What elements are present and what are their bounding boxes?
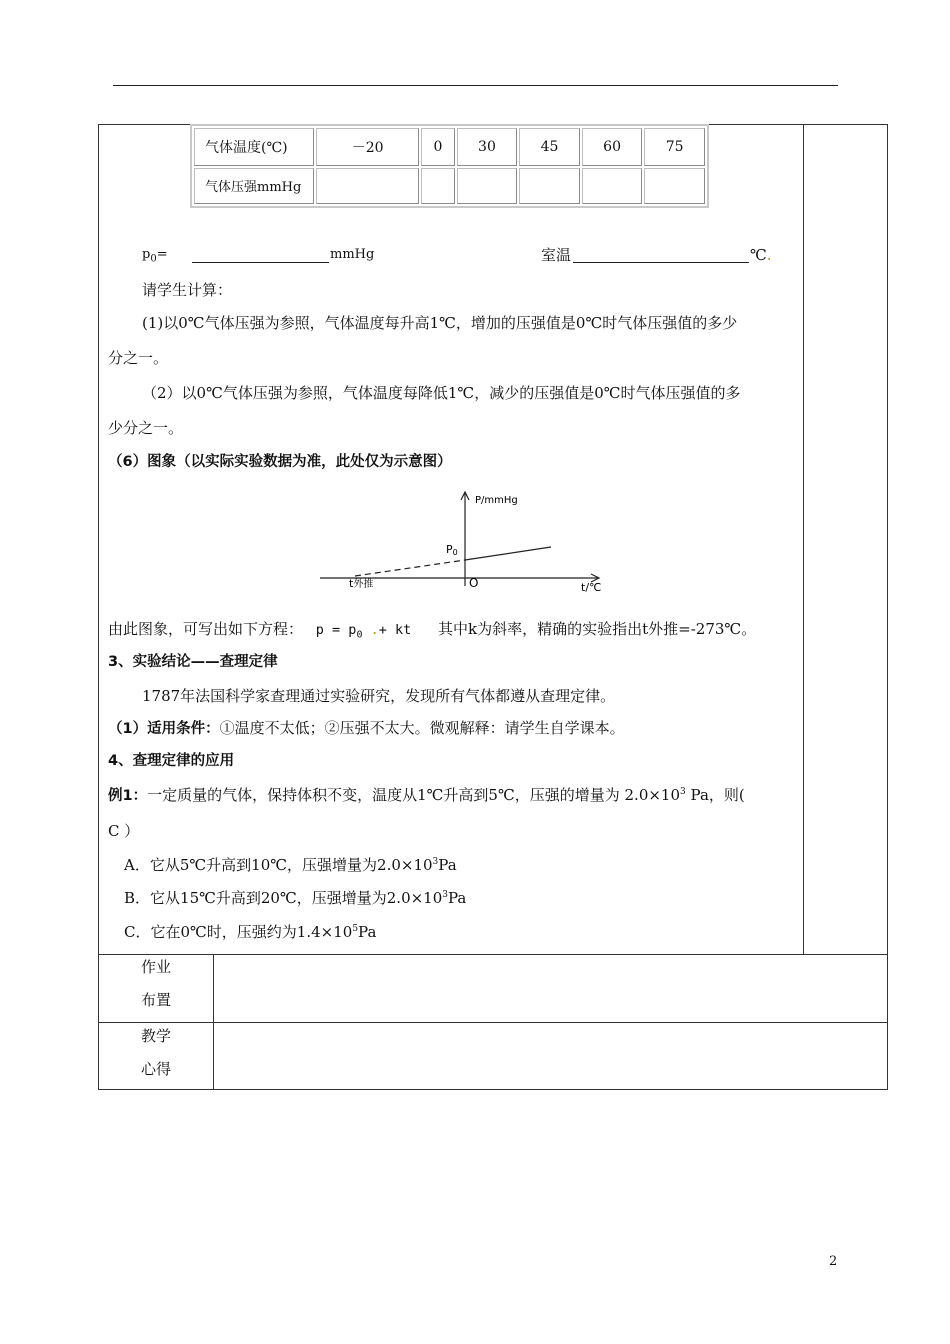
pressure-cell[interactable] — [421, 168, 454, 204]
graph-heading: （6）图象（以实际实验数据为准，此处仅为示意图） — [108, 454, 452, 470]
pressure-cell[interactable] — [519, 168, 580, 204]
homework-label-2: 布置 — [141, 991, 172, 1009]
lesson-table — [98, 124, 888, 1090]
temp-cell: 45 — [519, 128, 580, 166]
reflection-label-2: 心得 — [141, 1060, 172, 1078]
data-line — [465, 547, 551, 560]
option-a: A．它从5℃升高到10℃，压强增量为$2.0\times 10^3Pa$ — [124, 856, 457, 874]
temperature-label: 气体温度(℃) — [194, 128, 314, 166]
reflection-label-1: 教学 — [141, 1027, 172, 1045]
y-axis-label: P/mmHg — [475, 495, 518, 506]
example-label: 例1： — [108, 788, 148, 804]
pressure-label: 气体压强mmHg — [194, 168, 314, 204]
conditions-text: ①温度不太低；②压强不太大。微观解释：请学生自学课本。 — [219, 719, 625, 737]
pressure-cell[interactable] — [316, 168, 419, 204]
table-row-pressure — [194, 168, 705, 204]
header-rule — [113, 85, 838, 86]
option-c: C．它在0℃时，压强约为$1.4\times 10^5Pa$ — [124, 923, 377, 941]
section-3-heading: 3、实验结论——查理定律 — [108, 654, 278, 670]
pressure-cell[interactable] — [582, 168, 643, 204]
charles-law-text: 1787年法国科学家查理通过实验研究，发现所有气体都遵从查理定律。 — [142, 687, 616, 705]
origin-label: O — [469, 576, 479, 590]
calc-intro: 请学生计算： — [142, 281, 233, 299]
p0-unit: mmHg — [330, 247, 375, 262]
homework-content[interactable] — [214, 955, 887, 1021]
pressure-temperature-graph — [315, 488, 615, 600]
pressure-cell[interactable] — [644, 168, 705, 204]
extrapolated-line — [355, 560, 465, 576]
temperature-pressure-table — [190, 124, 709, 208]
room-temp-label: 室温 — [541, 246, 572, 264]
conditions-line — [108, 718, 625, 739]
equation-formula: $p = p_0$ .+ kt — [315, 622, 412, 641]
p0-axis-label: P0 — [446, 543, 458, 557]
temp-cell: 30 — [457, 128, 518, 166]
conditions-label: （1）适用条件： — [108, 721, 220, 737]
table-row-temperature — [194, 128, 705, 166]
question-2-line-2: 少分之一。 — [108, 419, 184, 437]
reflection-content[interactable] — [214, 1023, 887, 1089]
room-temp-blank[interactable] — [573, 262, 749, 263]
t-extrapolated-label: t外推 — [349, 577, 374, 590]
temp-cell: 60 — [582, 128, 643, 166]
pressure-cell[interactable] — [457, 168, 518, 204]
temp-cell: －20 — [316, 128, 419, 166]
p0-blank[interactable] — [192, 262, 329, 263]
question-1-line-2: 分之一。 — [108, 349, 169, 367]
homework-label-1: 作业 — [141, 958, 172, 976]
right-column-divider — [803, 124, 804, 954]
temp-cell: 0 — [421, 128, 454, 166]
example-1-question: 例1：一定质量的气体，保持体积不变，温度从1℃升高到5℃，压强的增量为 $2.0\times 10^3$ Pa，则( — [108, 786, 745, 804]
section-4-heading: 4、查理定律的应用 — [108, 753, 235, 769]
room-temp-unit: ℃. — [750, 246, 772, 264]
equation-line — [108, 619, 756, 640]
option-b: B．它从15℃升高到20℃，压强增量为$2.0\times 10^3Pa$ — [124, 889, 467, 907]
page-number: 2 — [829, 1254, 838, 1269]
p0-label: $p_0=$ — [142, 247, 168, 265]
x-axis-label: t/℃ — [581, 581, 602, 594]
equation-suffix: 其中k为斜率，精确的实验指出t外推=-273℃。 — [438, 620, 757, 638]
temp-cell: 75 — [644, 128, 705, 166]
question-1-line-1: (1)以0℃气体压强为参照，气体温度每升高1℃，增加的压强值是0℃时气体压强值的多少 — [142, 314, 738, 332]
equation-prefix: 由此图象，可写出如下方程： — [108, 620, 304, 638]
example-answer: C ） — [108, 822, 140, 840]
question-2-line-1: （2）以0℃气体压强为参照，气体温度每降低1℃，减少的压强值是0℃时气体压强值的多 — [142, 384, 741, 402]
